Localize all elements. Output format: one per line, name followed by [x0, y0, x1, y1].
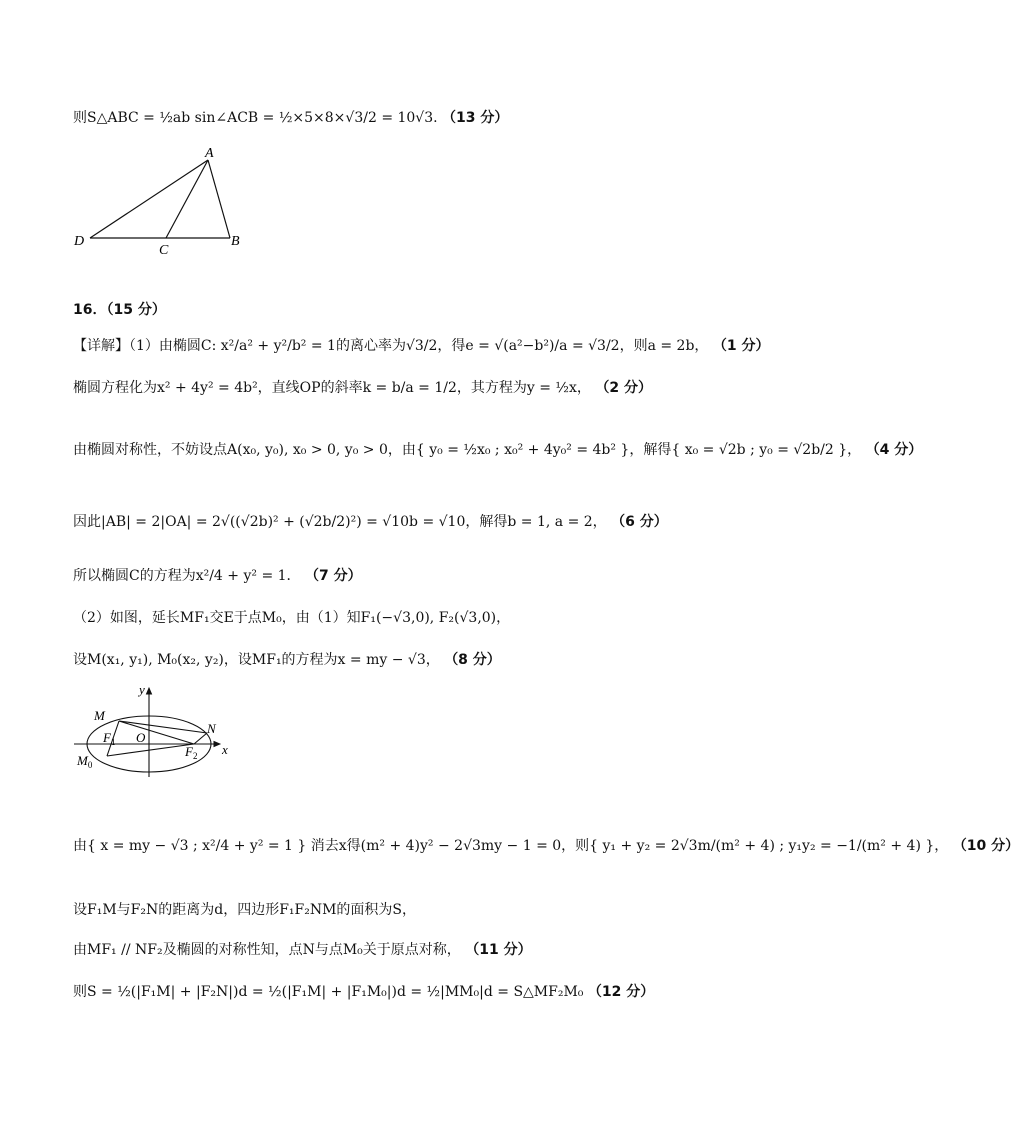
label-d: D: [74, 234, 85, 249]
score-badge: （4 分）: [865, 442, 923, 458]
text-line: [73, 940, 532, 960]
line-text: 所以椭圆C的方程为x²/4 + y² = 1．: [73, 568, 301, 584]
text-line: [73, 900, 416, 920]
score-badge: （1 分）: [712, 338, 770, 354]
problem-number: [73, 300, 166, 320]
line-text: （2）如图，延长MF₁交E于点M₀，由（1）知F₁(−√3,0), F₂(√3,0)，: [73, 610, 511, 626]
label-a: A: [205, 146, 214, 161]
label-o: O: [136, 730, 146, 745]
ellipse-figure: [70, 682, 245, 778]
line-text: 则S = ½(|F₁M| + |F₂N|)d = ½(|F₁M| + |F₁M₀|)d = ½|MM₀|d = S△MF₂M₀: [73, 984, 584, 1000]
score-badge: （8 分）: [444, 652, 501, 668]
segment-m-f2: [119, 721, 194, 744]
label-f2: $F_2$: [185, 744, 198, 761]
label-m: M: [94, 708, 105, 723]
line-text: 则S△ABC = ½ab sin∠ACB = ½×5×8×√3/2 = 10√3.: [73, 110, 438, 126]
score-badge: （6 分）: [611, 514, 668, 530]
segment-m-n: [119, 721, 207, 733]
score-badge: （7 分）: [305, 568, 362, 584]
label-n: N: [207, 721, 216, 736]
segment-ab: [208, 160, 230, 238]
line-text: 设M(x₁, y₁), M₀(x₂, y₂)，设MF₁的方程为x = my − √3，: [73, 652, 440, 668]
text-line-area: [73, 108, 508, 128]
label-x: x: [222, 742, 228, 757]
text-line: [73, 982, 654, 1002]
segment-da: [90, 160, 208, 238]
line-text: 因此|AB| = 2|OA| = 2√((√2b)² + (√2b/2)²) = √10b = √10，解得b = 1, a = 2，: [73, 514, 607, 530]
triangle-figure: [70, 142, 260, 260]
text-line: [73, 336, 770, 356]
line-text: 由MF₁ // NF₂及椭圆的对称性知，点N与点M₀关于原点对称，: [73, 942, 461, 958]
label-f1: $F_1$: [103, 730, 116, 747]
score-badge: （15 分）: [106, 302, 166, 318]
text-line: [73, 566, 362, 586]
line-text: 由{ x = my − √3 ; x²/4 + y² = 1 } 消去x得(m² + 4)y² − 2√3my − 1 = 0，则{ y₁ + y₂ = 2√3m/(m² + 4) ; y₁y₂ = −1/(m² + 4) }，: [73, 838, 949, 854]
score-badge: （10 分）: [952, 838, 1019, 854]
label-y: y: [139, 682, 145, 697]
label-c: C: [159, 243, 169, 258]
line-text: 【详解】（1）由椭圆C: x²/a² + y²/b² = 1的离心率为√3/2，得e = √(a²−b²)/a = √3/2，则a = 2b，: [73, 338, 709, 354]
line-text: 椭圆方程化为x² + 4y² = 4b²，直线OP的斜率k = b/a = 1/2，其方程为y = ½x，: [73, 380, 591, 396]
text-line: [73, 650, 501, 670]
segment-f2-n: [194, 733, 207, 744]
score-badge: （11 分）: [465, 942, 532, 958]
line-text: 由椭圆对称性，不妨设点A(x₀, y₀), x₀ > 0, y₀ > 0，由{ y₀ = ½x₀ ; x₀² + 4y₀² = 4b² }，解得{ x₀ = √2b ; y₀ = √2b/2 }，: [73, 442, 862, 458]
label-b: B: [231, 234, 240, 249]
text-line: [73, 378, 652, 398]
segment-m0-f2: [107, 744, 194, 756]
text-line: [73, 836, 1019, 856]
text-line: [73, 512, 668, 532]
score-badge: （13 分）: [442, 110, 509, 126]
text-line: [73, 440, 922, 460]
label-m0: $M_0$: [77, 753, 93, 770]
score-badge: （2 分）: [595, 380, 652, 396]
problem-label: 16．: [73, 302, 107, 318]
segment-ac: [166, 160, 208, 238]
line-text: 设F₁M与F₂N的距离为d，四边形F₁F₂NM的面积为S，: [73, 902, 417, 918]
text-line: [73, 608, 510, 628]
score-badge: （12 分）: [587, 984, 655, 1000]
